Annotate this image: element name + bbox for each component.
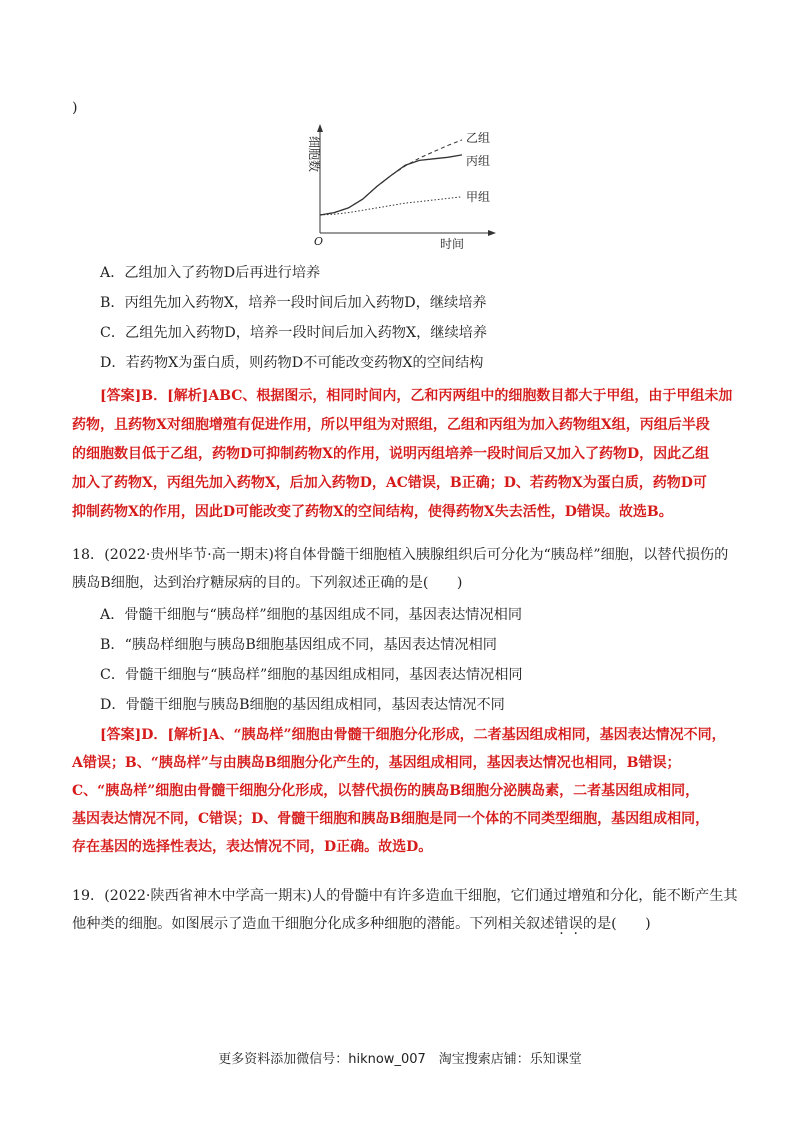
q19-emph-char1: 错 <box>554 916 569 932</box>
option: B．丙组先加入药物X，培养一段时间后加入药物D，继续培养 <box>100 295 487 311</box>
series-line-1 <box>320 155 462 215</box>
y-axis-label: 细胞数 <box>307 136 321 173</box>
series-label-2: 甲组 <box>466 189 491 204</box>
answer-line: 抑制药物X的作用，因此D可能改变了药物X的空间结构，使得药物X失去活性，D错误。故选B。 <box>72 504 673 520</box>
series-line-0 <box>320 140 462 215</box>
answer-line: 的细胞数目低于乙组，药物D可抑制药物X的作用，说明丙组培养一段时间后又加入了药物D，因此乙组 <box>72 446 710 462</box>
origin-label: O <box>314 235 324 248</box>
option: B．“胰岛样细胞与胰岛B细胞基因组成不同，基因表达情况相同 <box>100 637 497 653</box>
series-label-1: 丙组 <box>466 153 491 168</box>
top-bracket: ) <box>72 100 78 116</box>
question-stem-line: 18．(2022·贵州毕节·高一期末)将自体骨髓干细胞植入胰腺组织后可分化为“胰岛样”细胞，以替代损伤的 <box>72 547 729 563</box>
option: D．若药物X为蛋白质，则药物D不可能改变药物X的空间结构 <box>100 355 484 371</box>
answer-line: A错误；B、“胰岛样”与由胰岛B细胞分化产生的，基因组成相同，基因表达情况也相同，B错误； <box>72 755 681 771</box>
answer-line: [答案]D．[解析]A、“胰岛样”细胞由骨髓干细胞分化形成，二者基因组成相同，基因表达情况不同， <box>100 727 726 743</box>
cell-growth-chart <box>290 118 510 253</box>
option: A．乙组加入了药物D后再进行培养 <box>100 265 321 281</box>
q19-line2-post: 的是( ) <box>582 916 651 932</box>
option: C．乙组先加入药物D，培养一段时间后加入药物X，继续培养 <box>100 325 488 341</box>
q19-line2-pre: 他种类的细胞。如图展示了造血干细胞分化成多种细胞的潜能。下列相关叙述 <box>72 916 555 932</box>
option: D．骨髓干细胞与胰岛B细胞的基因组成相同，基因表达情况不同 <box>100 697 505 713</box>
question-stem-line: 胰岛B细胞，达到治疗糖尿病的目的。下列叙述正确的是( ) <box>72 575 463 591</box>
q19-emph-char2: 误 <box>568 916 583 932</box>
answer-line: C、“胰岛样”细胞由骨髓干细胞分化形成，以替代损伤的胰岛B细胞分泌胰岛素，二者基因组成相同， <box>72 783 700 799</box>
answer-line: 药物，且药物X对细胞增殖有促进作用，所以甲组为对照组，乙组和丙组为加入药物组X组，丙组后半段 <box>72 417 710 433</box>
option: C．骨髓干细胞与“胰岛样”细胞的基因组成相同，基因表达情况相同 <box>100 667 523 683</box>
option: A．骨髓干细胞与“胰岛样”细胞的基因组成不同，基因表达情况相同 <box>100 607 523 623</box>
series-line-2 <box>320 197 462 215</box>
q19-line1: 19．(2022·陕西省神木中学高一期末)人的骨髓中有许多造血干细胞，它们通过增殖和分化，能不断产生其 <box>72 888 738 904</box>
answer-line: [答案]B．[解析]ABC、根据图示，相同时间内，乙和丙两组中的细胞数目都大于甲组，由于甲组未加 <box>100 388 733 404</box>
answer-line: 加入了药物X，丙组先加入药物X，后加入药物D，AC错误，B正确；D、若药物X为蛋白质，药物D可 <box>72 475 707 491</box>
series-label-0: 乙组 <box>466 130 491 145</box>
x-axis-label: 时间 <box>440 237 465 251</box>
y-axis-arrow <box>317 124 323 132</box>
answer-line: 存在基因的选择性表达，表达情况不同，D正确。故选D。 <box>72 839 433 855</box>
q19-line2 <box>72 914 732 934</box>
answer-line: 基因表达情况不同，C错误；D、骨髓干细胞和胰岛B细胞是同一个体的不同类型细胞，基因组成相同， <box>72 811 710 827</box>
page-footer: 更多资料添加微信号：hiknow_007 淘宝搜索店铺：乐知课堂 <box>218 1052 582 1067</box>
x-axis-arrow <box>488 230 496 236</box>
